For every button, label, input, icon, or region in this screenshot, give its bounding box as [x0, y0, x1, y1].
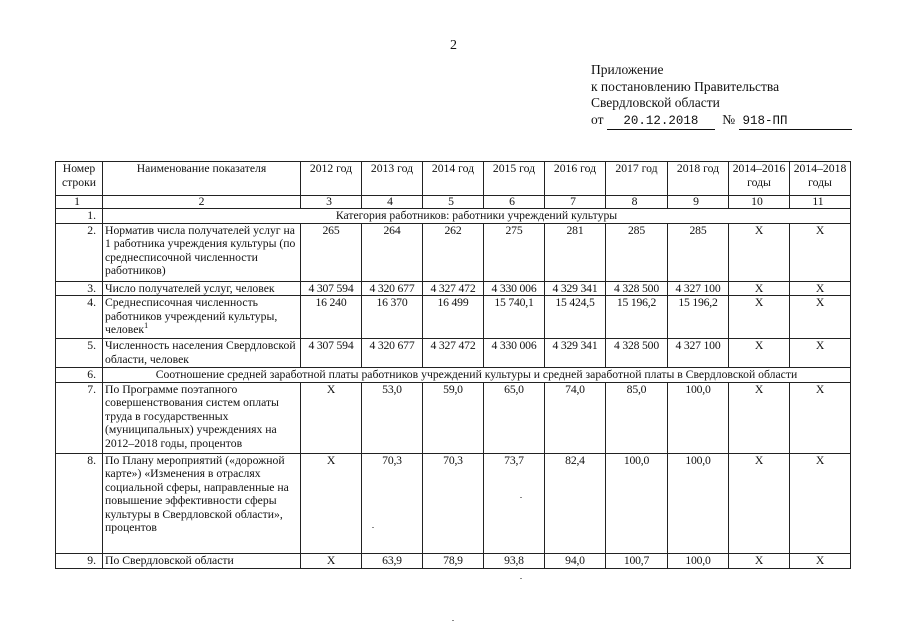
- value-cell: Х: [729, 382, 790, 453]
- value-cell: 4 320 677: [362, 339, 423, 368]
- value-cell: 53,0: [362, 382, 423, 453]
- value-cell: Х: [729, 281, 790, 296]
- value-cell: 73,7: [484, 453, 545, 553]
- table-row: [56, 382, 851, 453]
- header-cell: 2012 год: [301, 162, 362, 196]
- value-cell: 285: [606, 223, 668, 281]
- value-cell: Х: [729, 553, 790, 568]
- value-cell: 265: [301, 223, 362, 281]
- column-number: 5: [423, 196, 484, 209]
- indicators-table: [55, 161, 851, 569]
- section-row: [56, 209, 851, 224]
- value-cell: 285: [668, 223, 729, 281]
- indicator-name-text: По Плану мероприятий («дорожной карте») «Изменения в отраслях социальной сферы, направленные на повышение эффективности сферы культуры в Свердловской области», процентов: [105, 453, 289, 534]
- column-number: 4: [362, 196, 423, 209]
- value-cell: Х: [729, 296, 790, 339]
- indicator-name: [103, 382, 301, 453]
- page-number: 2: [450, 38, 457, 53]
- indicator-name: [103, 339, 301, 368]
- indicator-name: [103, 553, 301, 568]
- value-cell: 100,0: [668, 453, 729, 553]
- table-row: [56, 223, 851, 281]
- indicator-name-text: По Программе поэтапного совершенствования систем оплаты труда в государственных (муниципальных) учреждениях на 2012–2018 годы, процентов: [105, 382, 279, 450]
- section-title: Категория работников: работники учреждений культуры: [103, 209, 851, 224]
- indicator-name-text: Число получателей услуг, человек: [105, 281, 275, 295]
- row-number: 1.: [56, 209, 103, 224]
- appendix-line-2: к постановлению Правительства: [591, 78, 780, 94]
- table-row: [56, 453, 851, 553]
- header-cell: 2017 год: [606, 162, 668, 196]
- value-cell: 15 196,2: [668, 296, 729, 339]
- value-cell: 16 499: [423, 296, 484, 339]
- value-cell: 70,3: [362, 453, 423, 553]
- appendix-title: Приложение: [591, 62, 664, 77]
- value-cell: 100,0: [668, 553, 729, 568]
- value-cell: Х: [790, 553, 851, 568]
- column-number: 3: [301, 196, 362, 209]
- header-row: [56, 162, 851, 196]
- row-number: 3.: [56, 281, 103, 296]
- appendix-signature-line: [591, 112, 852, 131]
- row-number: 4.: [56, 296, 103, 339]
- header-cell: Наименование показателя: [103, 162, 301, 196]
- header-cell: 2014 год: [423, 162, 484, 196]
- section-title: Соотношение средней заработной платы работников учреждений культуры и средней заработной платы в Свердловской области: [103, 368, 851, 383]
- value-cell: 275: [484, 223, 545, 281]
- value-cell: Х: [729, 223, 790, 281]
- column-number: 7: [545, 196, 606, 209]
- value-cell: 63,9: [362, 553, 423, 568]
- column-number: 8: [606, 196, 668, 209]
- header-cell: Номер строки: [56, 162, 103, 196]
- value-cell: 15 424,5: [545, 296, 606, 339]
- value-cell: 100,0: [668, 382, 729, 453]
- header-cell: 2014–2018 годы: [790, 162, 851, 196]
- value-cell: 4 307 594: [301, 281, 362, 296]
- value-cell: Х: [790, 382, 851, 453]
- value-cell: 262: [423, 223, 484, 281]
- header-cell: 2013 год: [362, 162, 423, 196]
- indicator-name: [103, 223, 301, 281]
- table-row: [56, 339, 851, 368]
- header-cell: 2018 год: [668, 162, 729, 196]
- header-cell: 2015 год: [484, 162, 545, 196]
- value-cell: 264: [362, 223, 423, 281]
- value-cell: 4 328 500: [606, 339, 668, 368]
- column-number: 9: [668, 196, 729, 209]
- value-cell: 94,0: [545, 553, 606, 568]
- value-cell: Х: [301, 382, 362, 453]
- value-cell: 16 240: [301, 296, 362, 339]
- value-cell: 85,0: [606, 382, 668, 453]
- column-number: 2: [103, 196, 301, 209]
- value-cell: 4 320 677: [362, 281, 423, 296]
- value-cell: Х: [790, 339, 851, 368]
- number-prefix: №: [722, 111, 736, 127]
- row-number: 8.: [56, 453, 103, 553]
- value-cell: 15 740,1: [484, 296, 545, 339]
- value-cell: 93,8: [484, 553, 545, 568]
- footnote-marker: 1: [144, 321, 149, 331]
- value-cell: 4 327 472: [423, 281, 484, 296]
- appendix-line-3: Свердловской области: [591, 95, 720, 110]
- value-cell: 16 370: [362, 296, 423, 339]
- decree-number: 918-ПП: [739, 113, 852, 131]
- value-cell: Х: [729, 339, 790, 368]
- decree-date: 20.12.2018: [607, 113, 715, 131]
- value-cell: 78,9: [423, 553, 484, 568]
- indicator-name-text: Численность населения Свердловской области, человек: [105, 339, 296, 366]
- value-cell: 4 327 472: [423, 339, 484, 368]
- value-cell: Х: [790, 223, 851, 281]
- indicator-name: [103, 296, 301, 339]
- appendix-header: [591, 62, 852, 130]
- column-number: 6: [484, 196, 545, 209]
- table-row: [56, 553, 851, 568]
- value-cell: 59,0: [423, 382, 484, 453]
- value-cell: 65,0: [484, 382, 545, 453]
- value-cell: 100,7: [606, 553, 668, 568]
- value-cell: 4 307 594: [301, 339, 362, 368]
- value-cell: 4 329 341: [545, 339, 606, 368]
- row-number: 2.: [56, 223, 103, 281]
- row-number: 7.: [56, 382, 103, 453]
- column-number: 10: [729, 196, 790, 209]
- value-cell: 4 328 500: [606, 281, 668, 296]
- date-prefix: от: [591, 111, 604, 127]
- value-cell: Х: [301, 453, 362, 553]
- column-number-row: [56, 196, 851, 209]
- value-cell: 15 196,2: [606, 296, 668, 339]
- value-cell: 70,3: [423, 453, 484, 553]
- value-cell: 4 327 100: [668, 339, 729, 368]
- table-row: [56, 296, 851, 339]
- header-cell: 2014–2016 годы: [729, 162, 790, 196]
- header-cell: 2016 год: [545, 162, 606, 196]
- value-cell: 74,0: [545, 382, 606, 453]
- indicator-name: [103, 281, 301, 296]
- value-cell: 82,4: [545, 453, 606, 553]
- indicator-name: [103, 453, 301, 553]
- value-cell: Х: [790, 453, 851, 553]
- column-number: 1: [56, 196, 103, 209]
- value-cell: Х: [301, 553, 362, 568]
- value-cell: 4 330 006: [484, 281, 545, 296]
- value-cell: 281: [545, 223, 606, 281]
- value-cell: 100,0: [606, 453, 668, 553]
- table-row: [56, 281, 851, 296]
- row-number: 9.: [56, 553, 103, 568]
- indicator-name-text: Среднесписочная численность работников учреждений культуры, человек: [105, 296, 278, 336]
- row-number: 5.: [56, 339, 103, 368]
- row-number: 6.: [56, 368, 103, 383]
- value-cell: 4 327 100: [668, 281, 729, 296]
- column-number: 11: [790, 196, 851, 209]
- section-row: [56, 368, 851, 383]
- value-cell: Х: [790, 281, 851, 296]
- value-cell: 4 330 006: [484, 339, 545, 368]
- indicator-name-text: По Свердловской области: [105, 553, 234, 567]
- value-cell: Х: [790, 296, 851, 339]
- indicator-name-text: Норматив числа получателей услуг на 1 работника учреждения культуры (по среднесписочной численности работников): [105, 223, 296, 277]
- value-cell: Х: [729, 453, 790, 553]
- value-cell: 4 329 341: [545, 281, 606, 296]
